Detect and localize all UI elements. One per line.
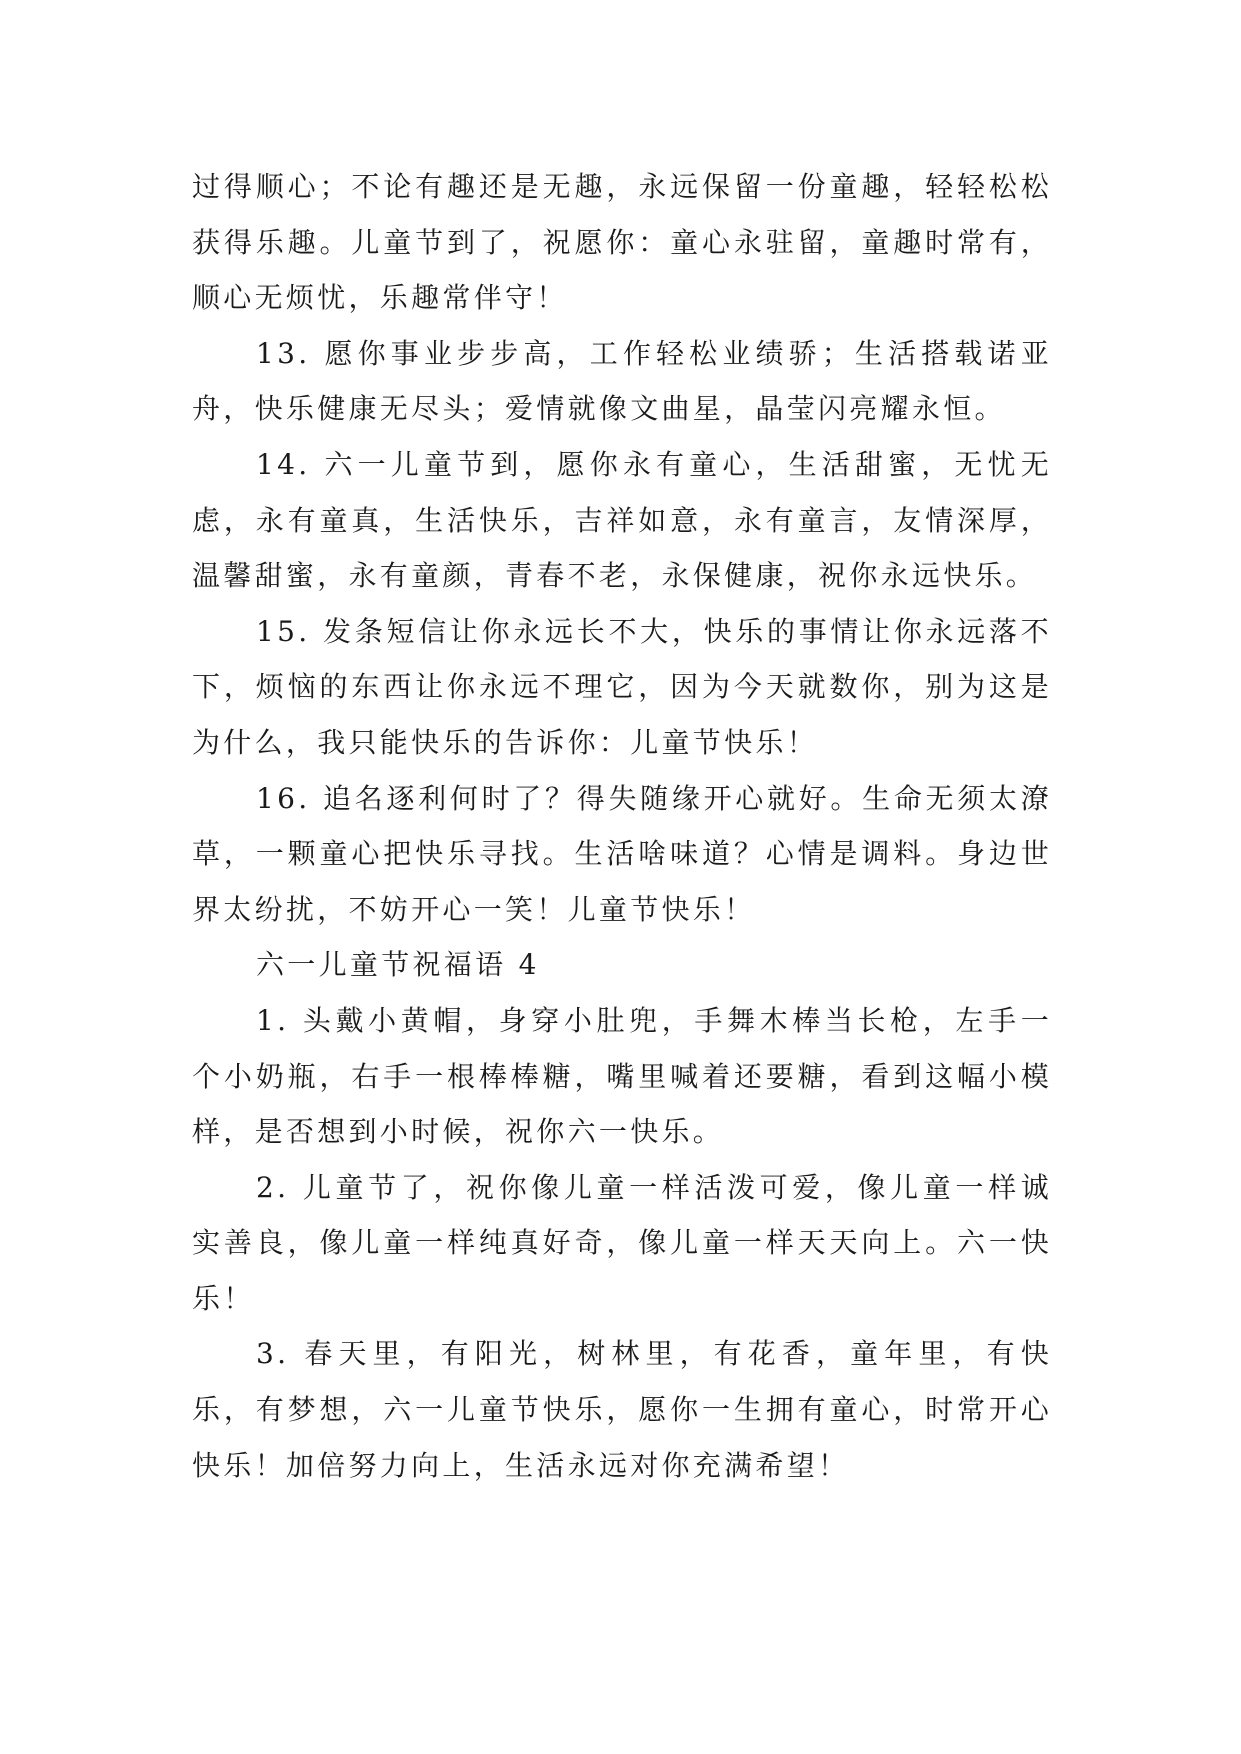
paragraph-item-2: 2. 儿童节了，祝你像儿童一样活泼可爱，像儿童一样诚实善良，像儿童一样纯真好奇，像儿童一样天天向上。六一快乐！ bbox=[192, 1170, 1052, 1315]
document-body bbox=[192, 159, 1052, 1493]
paragraph-item-14: 14. 六一儿童节到，愿你永有童心，生活甜蜜，无忧无虑，永有童真，生活快乐，吉祥如意，永有童言，友情深厚，温馨甜蜜，永有童颜，青春不老，永保健康，祝你永远快乐。 bbox=[192, 447, 1052, 593]
paragraph-item-3: 3. 春天里，有阳光，树林里，有花香，童年里，有快乐，有梦想，六一儿童节快乐，愿你一生拥有童心，时常开心快乐！加倍努力向上，生活永远对你充满希望！ bbox=[192, 1337, 1052, 1482]
paragraph-item-1: 1. 头戴小黄帽，身穿小肚兜，手舞木棒当长枪，左手一个小奶瓶，右手一根棒棒糖，嘴里喊着还要糖，看到这幅小模样，是否想到小时候，祝你六一快乐。 bbox=[192, 1003, 1052, 1149]
paragraph-item-15: 15. 发条短信让你永远长不大，快乐的事情让你永远落不下，烦恼的东西让你永远不理它，因为今天就数你，别为这是为什么，我只能快乐的告诉你：儿童节快乐！ bbox=[192, 614, 1052, 759]
paragraph-continuation: 过得顺心；不论有趣还是无趣，永远保留一份童趣，轻轻松松获得乐趣。儿童节到了，祝愿你：童心永驻留，童趣时常有，顺心无烦忧，乐趣常伴守！ bbox=[192, 170, 1052, 315]
paragraph-item-16: 16. 追名逐利何时了？得失随缘开心就好。生命无须太潦草，一颗童心把快乐寻找。生活啥味道？心情是调料。身边世界太纷扰，不妨开心一笑！儿童节快乐！ bbox=[192, 781, 1052, 926]
section-heading: 六一儿童节祝福语 4 bbox=[256, 948, 540, 982]
paragraph-item-13: 13. 愿你事业步步高，工作轻松业绩骄；生活搭载诺亚舟，快乐健康无尽头；爱情就像文曲星，晶莹闪亮耀永恒。 bbox=[192, 336, 1052, 426]
